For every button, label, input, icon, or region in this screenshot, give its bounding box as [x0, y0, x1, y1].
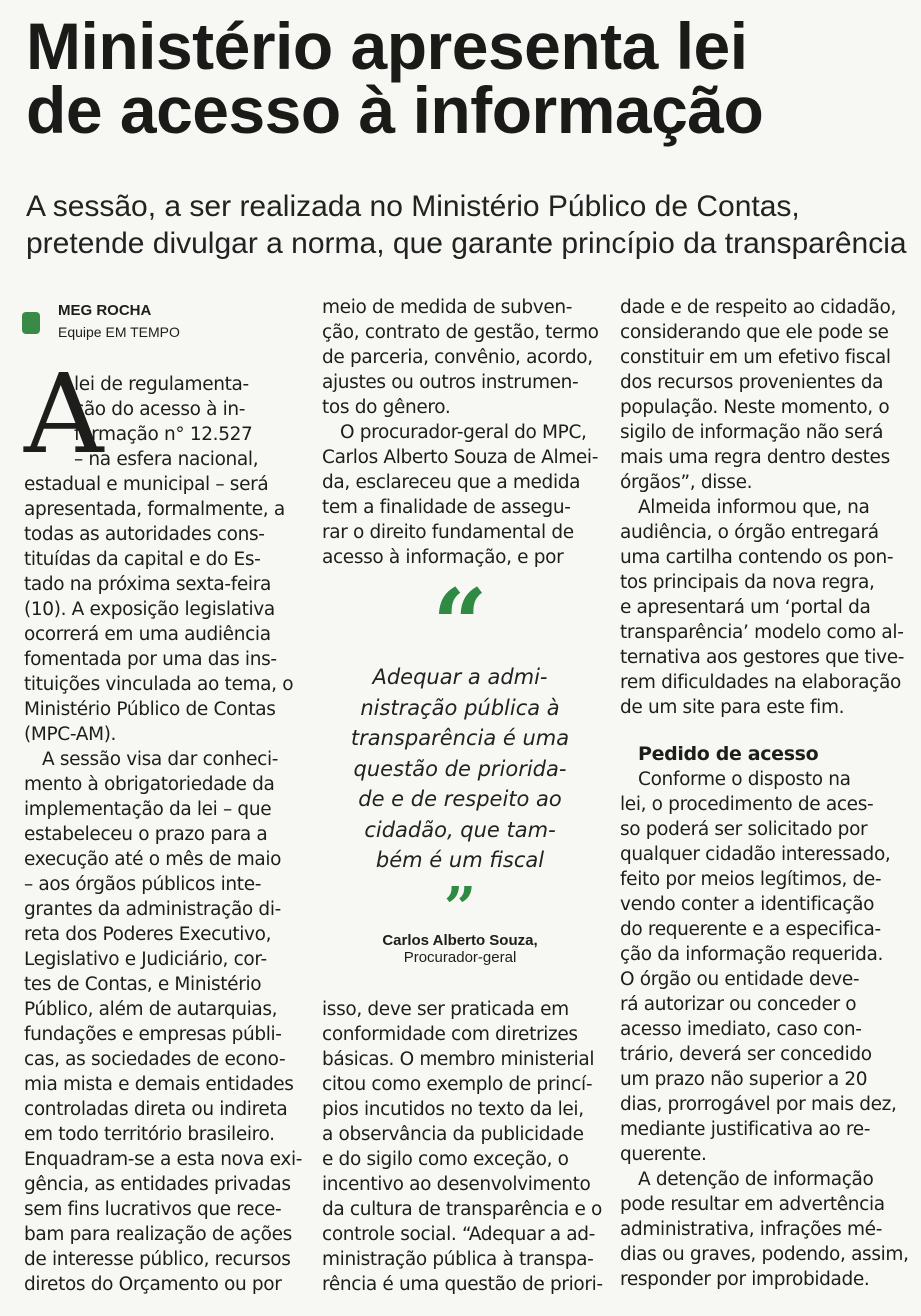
text-line: mediante justificativa ao re-: [620, 1119, 871, 1140]
text-line: constituir em um efetivo fiscal: [620, 347, 891, 368]
text-line: ção do acesso à in-: [74, 399, 246, 420]
text-line: feito por meios legítimos, de-: [620, 869, 882, 890]
text-line: ção da informação requerida.: [620, 944, 884, 965]
text-line: do requerente e a especifica-: [620, 919, 881, 940]
text-line: trário, deverá ser concedido: [620, 1044, 872, 1065]
text-line: A sessão visa dar conheci-: [42, 749, 279, 770]
text-line: – aos órgãos públicos inte-: [24, 874, 262, 895]
subheadline: [26, 188, 906, 262]
subheadline-line: pretende divulgar a norma, que garante princípio da transparência: [26, 227, 907, 260]
text-line: de um site para este fim.: [620, 697, 845, 718]
text-line: Conforme o disposto na: [638, 769, 851, 790]
text-line: O órgão ou entidade deve-: [620, 969, 860, 990]
text-line: controle social. “Adequar a ad-: [322, 1224, 595, 1245]
text-line: tos principais da nova regra,: [620, 572, 875, 593]
article-column-2-top: [322, 295, 598, 570]
text-line: todas as autoridades cons-: [24, 524, 265, 545]
text-line: ção, contrato de gestão, termo: [322, 322, 599, 343]
text-line: tos do gênero.: [322, 397, 451, 418]
close-quote-mark: ”: [443, 874, 477, 941]
text-line: sem fins lucrativos que rece-: [24, 1199, 282, 1220]
subheadline-line: A sessão, a ser realizada no Ministério Público de Contas,: [26, 190, 800, 223]
text-line: Carlos Alberto Souza de Almei-: [322, 447, 599, 468]
text-line: uma cartilha contendo os pon-: [620, 547, 894, 568]
text-line: O procurador-geral do MPC,: [340, 422, 587, 443]
text-line: ajustes ou outros instrumen-: [322, 372, 579, 393]
text-line: (10). A exposição legislativa: [24, 599, 275, 620]
text-line: básicas. O membro ministerial: [322, 1049, 595, 1070]
text-line: vendo conter a identificação: [620, 894, 875, 915]
text-line: bam para realização de ações: [24, 1224, 292, 1245]
text-line: controladas direta ou indireta: [24, 1099, 288, 1120]
text-line: gência, as entidades privadas: [24, 1174, 291, 1195]
text-line: Almeida informou que, na: [638, 497, 870, 518]
text-line: audiência, o órgão entregará: [620, 522, 879, 543]
text-line: Legislativo e Judiciário, cor-: [24, 949, 267, 970]
article-column-1: [24, 372, 303, 1297]
text-line: e do sigilo como exceção, o: [322, 1149, 569, 1170]
text-line: rar o direito fundamental de: [322, 522, 574, 543]
text-line: rá autorizar ou conceder o: [620, 994, 857, 1015]
text-line: tado na próxima sexta-feira: [24, 574, 271, 595]
text-line: Ministério Público de Contas: [24, 699, 276, 720]
text-line: ministração pública à transpa-: [322, 1249, 594, 1270]
text-line: isso, deve ser praticada em: [322, 999, 569, 1020]
text-line: transparência’ modelo como al-: [620, 622, 904, 643]
text-line: a observância da publicidade: [322, 1124, 584, 1145]
pull-quote-line: Adequar a admi-: [372, 665, 548, 689]
text-line: rência é uma questão de priori-: [322, 1274, 603, 1295]
text-line: A detenção de informação: [638, 1169, 874, 1190]
text-line: so poderá ser solicitado por: [620, 819, 868, 840]
text-line: de interesse público, recursos: [24, 1249, 291, 1270]
text-line: responder por improbidade.: [620, 1269, 870, 1290]
text-line: meio de medida de subven-: [322, 297, 573, 318]
pull-quote-line: nistração pública à: [360, 695, 560, 720]
text-line: e apresentará um ‘portal da: [620, 597, 871, 618]
section-heading: Pedido de acesso: [638, 743, 819, 765]
text-line: implementação da lei – que: [24, 799, 272, 820]
text-line: tituídas da capital e do Es-: [24, 549, 261, 570]
text-line: acesso imediato, caso con-: [620, 1019, 862, 1040]
pull-quote: [340, 568, 580, 966]
text-line: população. Neste momento, o: [620, 397, 890, 418]
pull-quote-text: [340, 662, 580, 876]
text-line: pode resultar em advertência: [620, 1194, 885, 1215]
text-line: fomentada por uma das ins-: [24, 649, 277, 670]
text-line: estabeleceu o prazo para a: [24, 824, 268, 845]
text-line: ocorrerá em uma audiência: [24, 624, 271, 645]
text-line: tituições vinculada ao tema, o: [24, 674, 294, 695]
text-line: órgãos”, disse.: [620, 472, 753, 493]
text-line: – na esfera nacional,: [74, 449, 259, 470]
pull-quote-line: transparência é uma: [350, 726, 570, 750]
byline-marker: [22, 312, 40, 334]
pull-quote-line: de e de respeito ao: [358, 787, 562, 811]
headline-line: Ministério apresenta lei: [26, 9, 748, 83]
text-line: cas, as sociedades de econo-: [24, 1049, 286, 1070]
pull-quote-line: bém é um fiscal: [375, 848, 545, 872]
text-line: tem a finalidade de assegu-: [322, 497, 571, 518]
author-name: MEG ROCHA: [58, 302, 152, 319]
text-line: mais uma regra dentro destes: [620, 447, 890, 468]
headline: [26, 9, 906, 147]
text-line: qualquer cidadão interessado,: [620, 844, 891, 865]
text-line: dos recursos provenientes da: [620, 372, 884, 393]
text-line: execução até o mês de maio: [24, 849, 282, 870]
text-line: grantes da administração di-: [24, 899, 281, 920]
text-line: estadual e municipal – será: [24, 474, 269, 495]
text-line: sigilo de informação não será: [620, 422, 884, 443]
text-line: mia mista e demais entidades: [24, 1074, 294, 1095]
text-line: (MPC-AM).: [24, 724, 117, 745]
drop-cap: A: [24, 350, 104, 478]
text-line: dias, prorrogável por mais dez,: [620, 1094, 897, 1115]
text-line: apresentada, formalmente, a: [24, 499, 285, 520]
headline-line: de acesso à informação: [26, 73, 764, 147]
text-line: incentivo ao desenvolvimento: [322, 1174, 591, 1195]
text-line: diretos do Orçamento ou por: [24, 1274, 282, 1295]
text-line: lei de regulamenta-: [74, 374, 249, 395]
text-line: considerando que ele pode se: [620, 322, 889, 343]
pull-quote-role: Procurador-geral: [403, 948, 517, 966]
text-line: formação n° 12.527: [74, 424, 253, 445]
text-line: administrativa, infrações mé-: [620, 1219, 883, 1240]
article-column-2-bottom: [322, 997, 603, 1297]
text-line: reta dos Poderes Executivo,: [24, 924, 272, 945]
text-line: de parceria, convênio, acordo,: [322, 347, 593, 368]
text-line: tes de Contas, e Ministério: [24, 974, 262, 995]
text-line: da, esclareceu que a medida: [322, 472, 581, 493]
text-line: ternativa aos gestores que tive-: [620, 647, 905, 668]
text-line: querente.: [620, 1144, 707, 1165]
text-line: em todo território brasileiro.: [24, 1124, 275, 1145]
pull-quote-line: questão de priorida-: [353, 756, 567, 781]
text-line: fundações e empresas públi-: [24, 1024, 282, 1045]
text-line: Enquadram-se a esta nova exi-: [24, 1149, 303, 1170]
text-line: da cultura de transparência e o: [322, 1199, 603, 1220]
text-line: um prazo não superior a 20: [620, 1069, 868, 1090]
pull-quote-line: cidadão, que tam-: [364, 817, 556, 842]
text-line: rem dificuldades na elaboração: [620, 672, 901, 693]
text-line: mento à obrigatoriedade da: [24, 774, 275, 795]
article-column-3: [620, 295, 909, 1292]
text-line: dade e de respeito ao cidadão,: [620, 297, 896, 318]
text-line: dias ou graves, podendo, assim,: [620, 1244, 909, 1265]
text-line: lei, o procedimento de aces-: [620, 794, 874, 815]
text-line: pios incutidos no texto da lei,: [322, 1099, 584, 1120]
text-line: Público, além de autarquias,: [24, 999, 278, 1020]
text-line: citou como exemplo de princí-: [322, 1074, 593, 1095]
open-quote-mark: “: [432, 568, 488, 681]
text-line: acesso à informação, e por: [322, 547, 564, 568]
author-team: Equipe EM TEMPO: [58, 324, 180, 340]
pull-quote-author: Carlos Alberto Souza,: [382, 931, 538, 949]
text-line: conformidade com diretrizes: [322, 1024, 578, 1045]
